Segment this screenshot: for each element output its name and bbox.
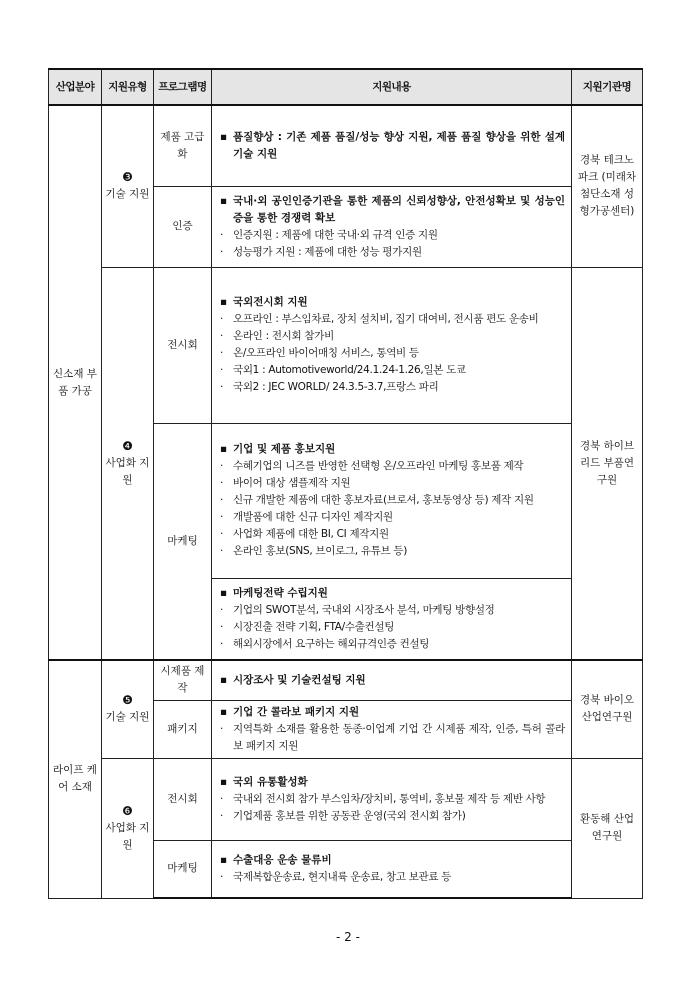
type-label: 기술 지원 [105, 188, 150, 201]
content-bullet: · 기업의 SWOT분석, 국내외 시장조사 분석, 마케팅 방향설정 [220, 603, 495, 616]
content-bullet: · 해외시장에서 요구하는 해외규격인증 컨설팅 [220, 637, 430, 650]
content-cell [212, 700, 572, 758]
type-number: ❸ [122, 170, 133, 185]
content-bullet: · 온/오프라인 바이어매칭 서비스, 통역비 등 [220, 347, 419, 359]
type-label: 기술 지원 [105, 711, 150, 724]
header-program: 프로그램명 [154, 69, 212, 105]
content-heading: ▪ 기업 간 콜라보 패키지 지원 [220, 705, 360, 718]
field-cell: 라이프 케어 소재 [49, 660, 102, 898]
type-number: ❻ [122, 803, 133, 818]
content-heading: ▪ 국외전시회 지원 [220, 296, 308, 308]
program-cell: 제품 고급화 [154, 105, 212, 186]
content-cell [212, 186, 572, 267]
content-cell [212, 105, 572, 186]
field-cell: 신소재 부품 가공 [49, 105, 102, 660]
content-bullet: · 수혜기업의 니즈를 반영한 선택형 온/오프라인 마케팅 홍보품 제작 [220, 460, 524, 472]
org-cell: 경북 하이브리드 부품연구원 [572, 267, 643, 660]
org-cell: 환동해 산업연구원 [572, 758, 643, 898]
content-bullet: · 신규 개발한 제품에 대한 홍보자료(브로셔, 홍보동영상 등) 제작 지원 [220, 494, 534, 506]
content-bullet: · 성능평가 지원 : 제품에 대한 성능 평가지원 [220, 245, 422, 258]
type-number: ❹ [122, 438, 133, 453]
table-row [49, 660, 643, 700]
content-cell [212, 660, 572, 700]
content-bullet: · 국외2 : JEC WORLD/ 24.3.5-3.7,프랑스 파리 [220, 381, 439, 393]
type-label: 사업화 지원 [105, 456, 150, 486]
support-program-table [48, 68, 643, 899]
content-cell [212, 423, 572, 578]
content-cell [212, 578, 572, 660]
org-cell: 경북 테크노 파크 (미래차 첨단소재 성형가공센터) [572, 105, 643, 267]
content-heading: ▪ 품질향상 : 기존 제품 품질/성능 향상 지원, 제품 품질 향상을 위한 설계 기술 지원 [220, 130, 565, 160]
type-cell [102, 660, 154, 758]
table-header-row [49, 69, 643, 105]
content-cell [212, 267, 572, 423]
table-row [49, 758, 643, 840]
program-cell: 마케팅 [154, 840, 212, 898]
org-cell: 경북 바이오 산업연구원 [572, 660, 643, 758]
content-bullet: · 바이어 대상 샘플제작 지원 [220, 477, 351, 489]
type-label: 사업화 지원 [105, 821, 150, 851]
content-heading: ▪ 기업 및 제품 홍보지원 [220, 443, 336, 455]
content-bullet: · 인증지원 : 제품에 대한 국내·외 규격 인증 지원 [220, 228, 438, 241]
content-bullet: · 온라인 : 전시회 참가비 [220, 330, 334, 342]
header-org: 지원기관명 [572, 69, 643, 105]
header-field: 산업분야 [49, 69, 102, 105]
content-bullet: · 국내외 전시회 참가 부스임차/장치비, 통역비, 홍보물 제작 등 제반 사항 [220, 792, 546, 805]
content-heading: ▪ 시장조사 및 기술컨설팅 지원 [220, 673, 366, 686]
header-type: 지원유형 [102, 69, 154, 105]
type-cell [102, 105, 154, 267]
content-bullet: · 국제복합운송료, 현지내륙 운송료, 창고 보관료 등 [220, 870, 452, 883]
program-cell: 패키지 [154, 700, 212, 758]
content-cell [212, 840, 572, 898]
content-heading: ▪ 국내·외 공인인증기관을 통한 제품의 신뢰성향상, 안전성확보 및 성능인증을 통한 경쟁력 확보 [220, 194, 565, 224]
content-bullet: · 시장진출 전략 기획, FTA/수출컨설팅 [220, 620, 395, 633]
header-content: 지원내용 [212, 69, 572, 105]
program-cell: 인증 [154, 186, 212, 267]
type-cell [102, 267, 154, 660]
content-bullet: · 지역특화 소재를 활용한 동종·이업계 기업 간 시제품 제작, 인증, 특허 콜라보 패키지 지원 [220, 722, 565, 752]
program-cell: 시제품 제작 [154, 660, 212, 700]
content-bullet: · 국외1 : Automotiveworld/24.1.24-1.26,일본 도쿄 [220, 364, 466, 376]
type-number: ❺ [122, 693, 133, 708]
content-bullet: · 개발품에 대한 신규 디자인 제작지원 [220, 511, 393, 523]
table-row [49, 267, 643, 423]
content-bullet: · 기업제품 홍보를 위한 공동관 운영(국외 전시회 참가) [220, 809, 466, 822]
content-heading: ▪ 수출대응 운송 물류비 [220, 853, 332, 866]
table-row [49, 105, 643, 186]
content-heading: ▪ 마케팅전략 수립지원 [220, 586, 328, 599]
content-bullet: · 사업화 제품에 대한 BI, CI 제작지원 [220, 528, 389, 540]
page-number: - 2 - [336, 930, 360, 944]
type-cell [102, 758, 154, 898]
program-cell: 전시회 [154, 758, 212, 840]
program-cell: 마케팅 [154, 423, 212, 660]
content-bullet: · 온라인 홍보(SNS, 브이로그, 유튜브 등) [220, 545, 408, 557]
content-bullet: · 오프라인 : 부스임차료, 장치 설치비, 집기 대여비, 전시품 편도 운송비 [220, 313, 539, 325]
content-heading: ▪ 국외 유통활성화 [220, 775, 308, 788]
program-cell: 전시회 [154, 267, 212, 423]
content-cell [212, 758, 572, 840]
